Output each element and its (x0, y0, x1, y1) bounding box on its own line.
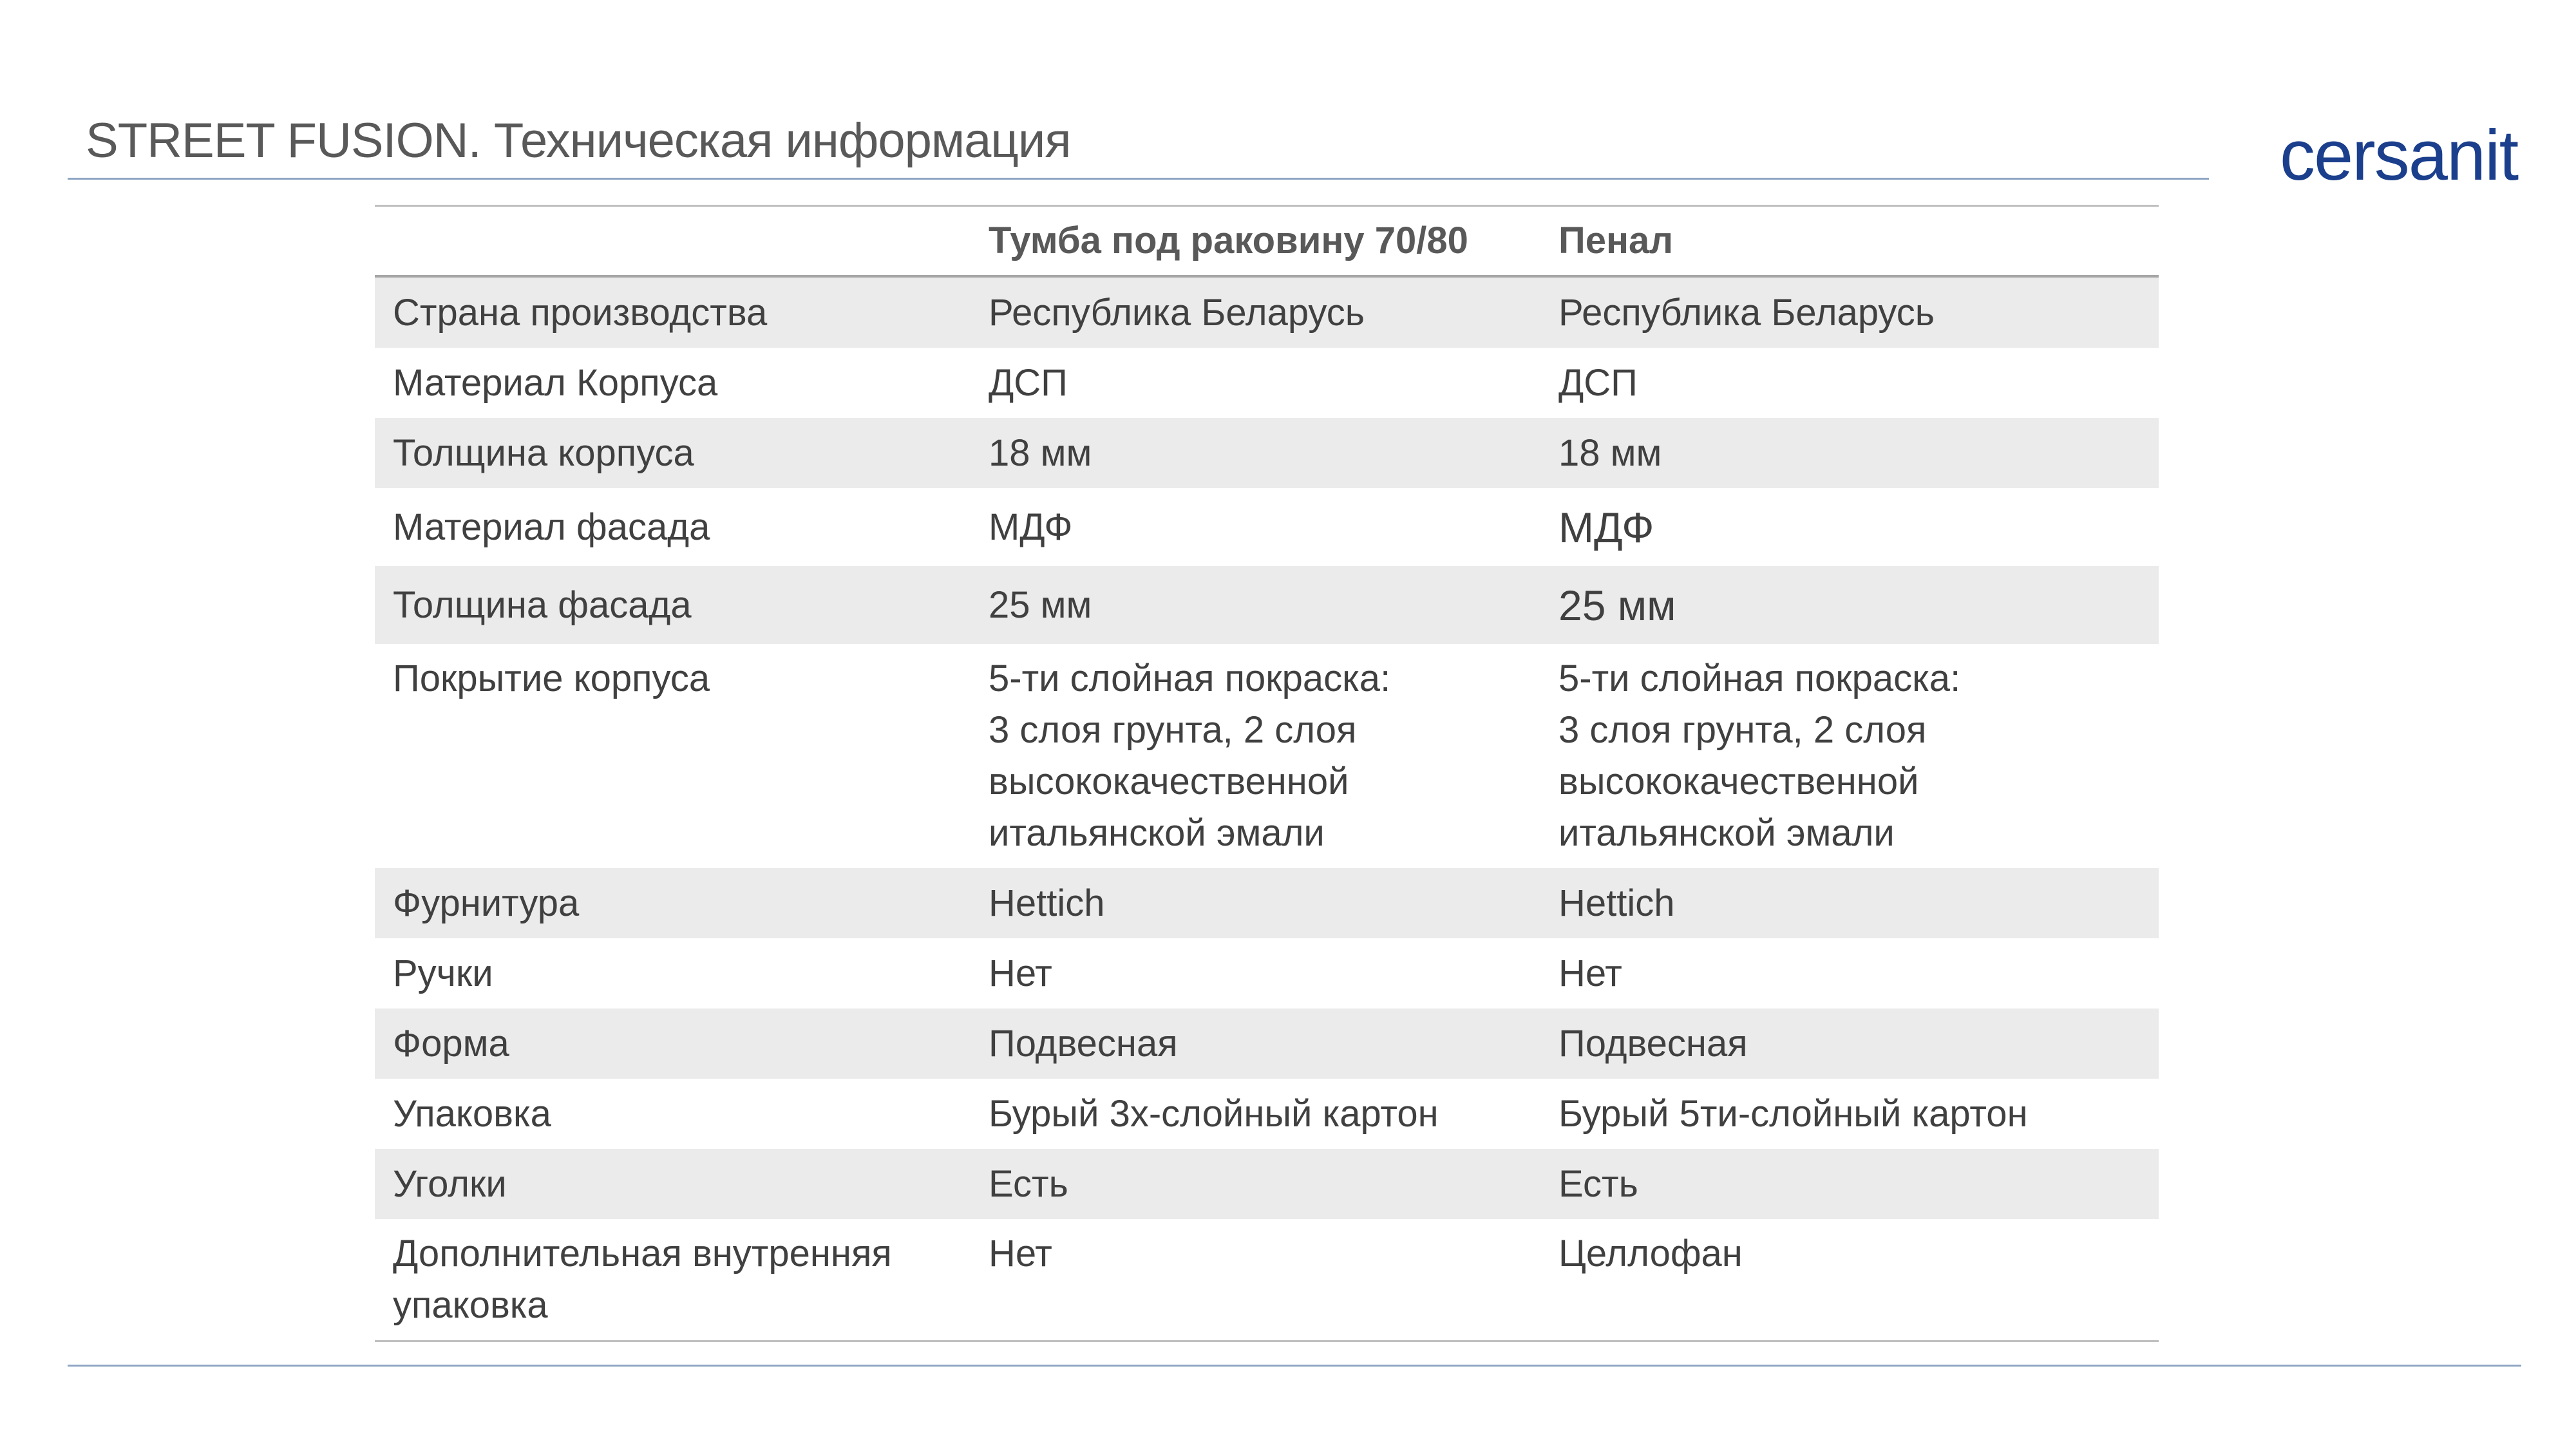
vanity-coating-line: 3 слоя грунта, 2 слоя (989, 709, 1357, 751)
table-row (375, 276, 2159, 348)
vanity-value: Hettich (971, 868, 1540, 938)
row-label-line: Дополнительная внутренняя (393, 1233, 892, 1274)
header-empty (375, 206, 971, 277)
vanity-coating-line: высококачественной (989, 761, 1349, 802)
vanity-value: Нет (989, 952, 1052, 994)
vanity-value: Нет (989, 1233, 1052, 1274)
tall-cabinet-value: Нет (1558, 952, 1622, 994)
footer-divider (68, 1365, 2521, 1367)
tall-cabinet-coating-line: 3 слоя грунта, 2 слоя (1558, 709, 1927, 751)
spec-table (375, 205, 2159, 1342)
vanity-value: 18 мм (971, 418, 1540, 488)
row-label: Толщина корпуса (375, 418, 971, 488)
table-row (375, 348, 2159, 418)
row-label: Упаковка (393, 1092, 551, 1135)
header-vanity-unit: Тумба под раковину 70/80 (971, 206, 1540, 277)
table-row (375, 644, 2159, 868)
vanity-value: 25 мм (971, 566, 1540, 644)
vanity-value: Бурый 3х-слойный картон (989, 1092, 1439, 1135)
tall-cabinet-coating-line: итальянской эмали (1558, 812, 1895, 854)
table-row (375, 566, 2159, 644)
tall-cabinet-coating-line: 5-ти слойная покраска: (1558, 658, 1961, 699)
vanity-value: Есть (971, 1149, 1540, 1219)
tall-cabinet-value: 18 мм (1540, 418, 2159, 488)
table-row (375, 488, 2159, 566)
vanity-coating-line: итальянской эмали (989, 812, 1325, 854)
tall-cabinet-value: ДСП (1558, 361, 1638, 404)
cersanit-logo: cersanit (2280, 116, 2518, 195)
tall-cabinet-value (1540, 644, 2159, 868)
vanity-value: Республика Беларусь (971, 276, 1540, 348)
vanity-value (971, 644, 1540, 868)
row-label: Форма (375, 1009, 971, 1079)
vanity-value: МДФ (989, 506, 1073, 548)
row-label: Материал Корпуса (393, 361, 718, 404)
row-label: Толщина фасада (375, 566, 971, 644)
tall-cabinet-value: Республика Беларусь (1540, 276, 2159, 348)
table-row (375, 938, 2159, 1009)
vanity-value: ДСП (989, 361, 1068, 404)
title-divider (68, 178, 2209, 180)
slide-title: STREET FUSION. Техническая информация (86, 113, 1071, 168)
tall-cabinet-value: МДФ (1558, 503, 1654, 551)
row-label-line: упаковка (393, 1284, 548, 1326)
header-tall-cabinet: Пенал (1540, 206, 2159, 277)
table-row (375, 1149, 2159, 1219)
vanity-value: Подвесная (971, 1009, 1540, 1079)
tall-cabinet-value: Подвесная (1540, 1009, 2159, 1079)
tall-cabinet-value: Бурый 5ти-слойный картон (1558, 1092, 2028, 1135)
table-row (375, 1219, 2159, 1341)
table-row (375, 868, 2159, 938)
row-label: Ручки (393, 952, 493, 994)
table-row (375, 1079, 2159, 1149)
row-label: Покрытие корпуса (393, 658, 710, 699)
row-label: Фурнитура (375, 868, 971, 938)
table-header-row (375, 206, 2159, 277)
table-row (375, 418, 2159, 488)
row-label: Страна производства (375, 276, 971, 348)
row-label (375, 1219, 971, 1341)
vanity-coating-line: 5-ти слойная покраска: (989, 658, 1391, 699)
row-label: Уголки (375, 1149, 971, 1219)
tall-cabinet-value: Целлофан (1558, 1233, 1743, 1274)
table-row (375, 1009, 2159, 1079)
tall-cabinet-value: Hettich (1540, 868, 2159, 938)
row-label: Материал фасада (393, 506, 710, 548)
tall-cabinet-value: Есть (1540, 1149, 2159, 1219)
tall-cabinet-coating-line: высококачественной (1558, 761, 1919, 802)
tall-cabinet-value: 25 мм (1540, 566, 2159, 644)
